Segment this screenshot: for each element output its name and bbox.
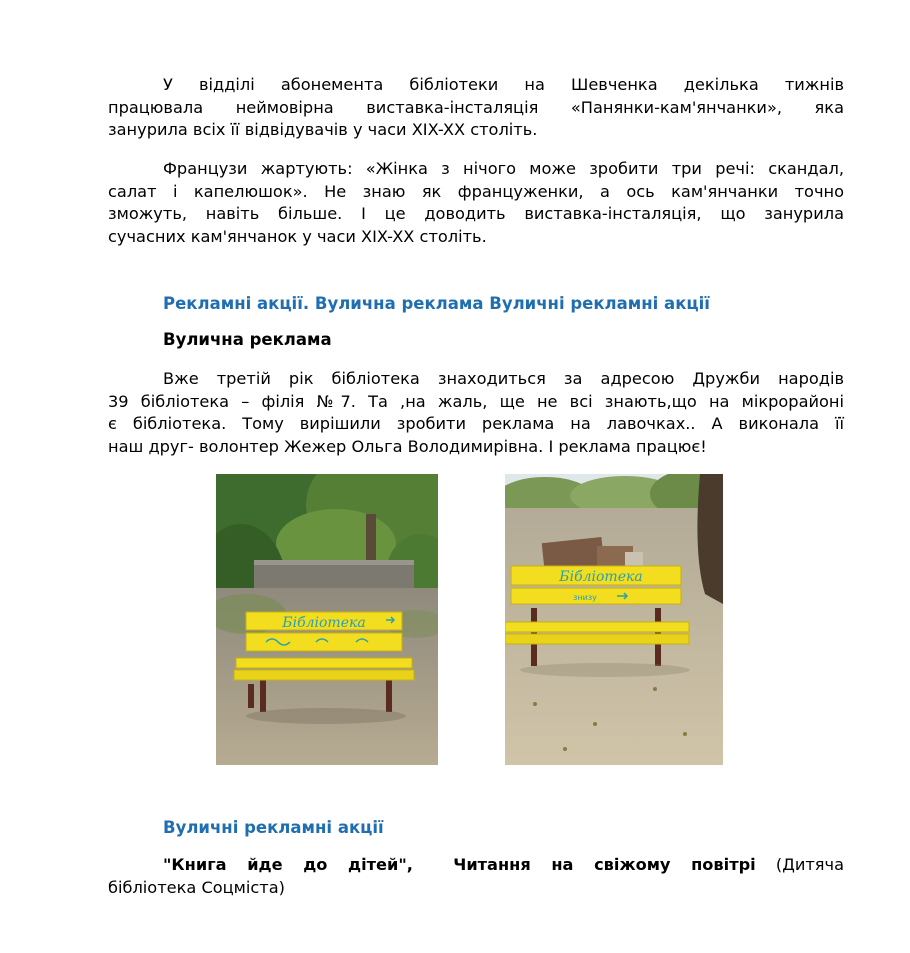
bench-lettering: Бібліотека — [559, 569, 643, 585]
text-line: зможуть, навіть більше. І це доводить виставка-інсталяція, що занурила — [108, 204, 844, 223]
text-line: працювала неймовірна виставка-інсталяція «Панянки-кам'янчанки», яка — [108, 97, 844, 117]
text-line: сучасних кам'янчанок у часи XIX-XX століть. — [108, 226, 487, 246]
bench-lettering: Бібліотека — [282, 615, 366, 631]
bold-title: Читання на свіжому повітрі — [453, 855, 756, 874]
text-line: занурила всіх її відвідувачів у часи XIX-XX століть. — [108, 120, 538, 139]
section-heading: Рекламні акції. Вулична реклама Вуличні рекламні акції — [163, 294, 710, 313]
bench-photo-illustration — [505, 474, 723, 765]
text-line: Вже третій рік бібліотека знаходиться за адресою Дружби народів — [163, 369, 844, 388]
text-line: бібліотека Соцміста) — [108, 877, 285, 897]
bench-photo-illustration — [216, 474, 438, 765]
paragraph-street-ad — [108, 368, 844, 458]
text-line: 39 бібліотека – філія №7. Та ,на жаль, ще не всі знають,що на мікрорайоні — [108, 391, 844, 411]
text-line: є бібліотека. Тому вирішили зробити реклама на лавочках.. А виконала її — [108, 414, 844, 433]
text-line: Французи жартують: «Жінка з нічого може зробити три речі: скандал, — [163, 159, 844, 178]
section-heading-street-actions: Вуличні рекламні акції — [163, 818, 384, 837]
paragraph-exhibition — [108, 74, 844, 142]
text-line: У відділі абонемента бібліотеки на Шевченка декілька тижнів — [163, 75, 844, 94]
photo-bench-right — [505, 474, 723, 765]
paragraph-french-joke — [108, 158, 844, 248]
bold-title: "Книга йде до дітей", — [163, 855, 413, 874]
bench-sublettering: знизу — [573, 593, 597, 602]
text-fragment: (Дитяча — [775, 855, 845, 874]
text-line: салат і капелюшок». Не знаю як француженки, а ось кам'янчанки точно — [108, 181, 844, 201]
text-line: наш друг- волонтер Жежер Ольга Володимирівна. І реклама працює! — [108, 436, 707, 456]
photo-bench-left — [216, 474, 438, 765]
paragraph-reading-outdoors — [108, 854, 844, 899]
subsection-heading: Вулична реклама — [163, 330, 332, 349]
